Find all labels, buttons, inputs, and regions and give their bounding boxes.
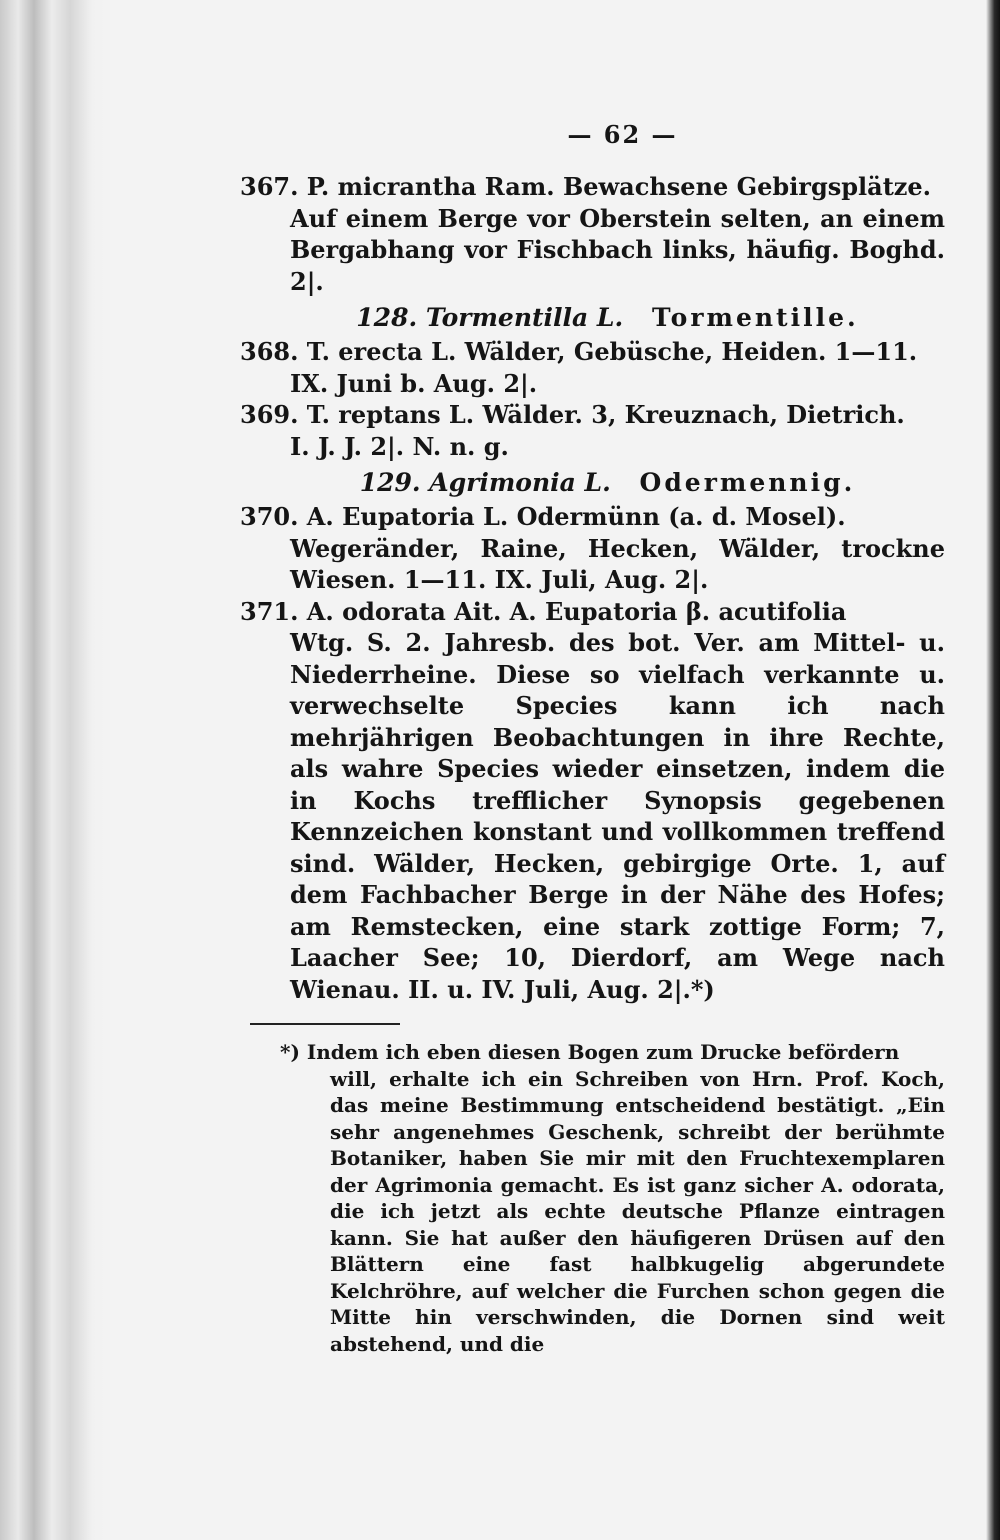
book-page [240,120,945,1357]
entry-371-text: Wtg. S. 2. Jahresb. des bot. Ver. am Mittel- u. Niederrheine. Diese so vielfach verkannte u. verwechselte Species kann ich nach mehrjährigen Beobachtungen in ihre Rechte, als wahre Species wieder einsetzen, indem die in Kochs trefflicher Synopsis gegebenen Kennzeichen konstant und vollkommen treffend sind. Wälder, Hecken, gebirgige Orte. 1, auf dem Fachbacher Berge in der Nähe des Hofes; am Remstecken, eine stark zottige Form; 7, Laacher See; 10, Dierdorf, am Wege nach Wienau. II. u. IV. Juli, Aug. 2|.*) [290,628,945,1004]
entry-368 [240,336,945,399]
footnote-first-line: *) Indem ich eben diesen Bogen zum Drucke befördern [280,1040,900,1064]
entry-367 [240,171,945,297]
genus-heading-129 [270,466,945,499]
entry-367-text: Auf einem Berge vor Oberstein selten, an einem Bergabhang vor Fischbach links, häufig. Boghd. 2|. [290,203,945,296]
entry-370-first-line: 370. A. Eupatoria L. Odermünn (a. d. Mosel). [240,502,846,531]
genus-heading-128 [270,301,945,334]
footnote-text: will, erhalte ich ein Schreiben von Hrn. Prof. Koch, das meine Bestimmung entscheidend bestätigt. „Ein sehr angenehmes Geschenk, schreibt der berühmte Botaniker, haben Sie mir mit den Fruchtexemplaren der Agrimonia gemacht. Es ist ganz sicher A. odorata, die ich jetzt als echte deutsche Pflanze eintragen kann. Sie hat außer den häufigeren Drüsen auf den Blättern eine fast halbkugelig abgerundete Kelchröhre, auf welcher die Furchen schon gegen die Mitte hin verschwinden, die Dornen sind weit abstehend, und die [330,1066,945,1356]
entry-370 [240,501,945,596]
entry-368-first-line: 368. T. erecta L. Wälder, Gebüsche, Heiden. 1—11. [240,337,918,366]
page-number: — 62 — [567,120,678,149]
entry-371-first-line: 371. A. odorata Ait. A. Eupatoria β. acutifolia [240,596,847,626]
entry-369 [240,399,945,462]
page-edge-shadow [986,0,1000,1540]
entry-367-first-line: 367. P. micrantha Ram. Bewachsene Gebirgsplätze. [240,172,932,201]
entry-369-text: I. J. J. 2|. N. n. g. [290,431,509,461]
genus-heading-128-german: Tormentille. [651,303,859,332]
genus-heading-129-latin: 129. Agrimonia L. [359,468,611,497]
entry-371 [240,596,945,1006]
genus-heading-128-latin: 128. Tormentilla L. [356,303,624,332]
entry-369-first-line: 369. T. reptans L. Wälder. 3, Kreuznach, Dietrich. [240,400,905,429]
footnote [280,1039,945,1357]
book-spine-shadow [0,0,105,1540]
footnote-divider [250,1023,400,1025]
entry-370-text: Wegeränder, Raine, Hecken, Wälder, trockne Wiesen. 1—11. IX. Juli, Aug. 2|. [290,533,945,594]
genus-heading-129-german: Odermennig. [639,468,856,497]
entry-368-text: IX. Juni b. Aug. 2|. [290,368,538,398]
